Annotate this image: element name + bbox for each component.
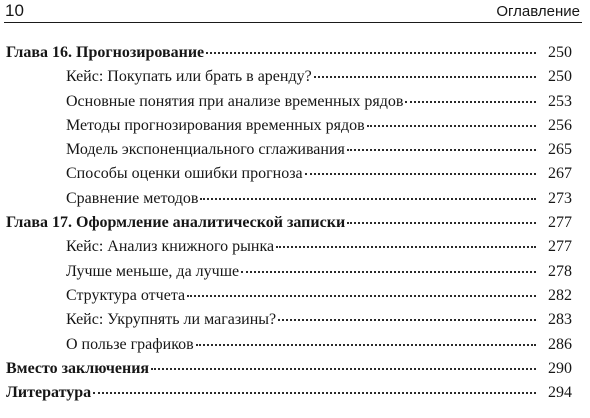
- toc-section-buy-or-rent[interactable]: [0, 68, 590, 92]
- dot-leader: [347, 149, 536, 151]
- toc-entry-page: 250: [548, 44, 572, 61]
- toc-entry-page: 267: [548, 165, 572, 183]
- toc-entry-page: 265: [548, 141, 572, 159]
- dot-leader: [347, 222, 536, 224]
- toc-entry-title: Лучше меньше, да лучше: [66, 262, 240, 280]
- toc-entry-title: Литература: [6, 384, 92, 402]
- toc-entry-title: Кейс: Покупать или брать в аренду?: [66, 68, 312, 86]
- toc-section-exponential-smoothing[interactable]: [0, 141, 590, 165]
- dot-leader: [200, 198, 536, 200]
- toc-entry-title: О пользе графиков: [66, 335, 194, 353]
- toc-chapter-16[interactable]: [0, 44, 590, 68]
- toc-entry-title: Сравнение методов: [66, 189, 199, 207]
- toc-entry-page: 290: [548, 359, 572, 377]
- toc-entry-title: Вместо заключения: [6, 359, 150, 377]
- header-rule: [4, 22, 582, 23]
- toc-entry-title: Глава 16. Прогнозирование: [6, 44, 205, 61]
- page-header: [0, 0, 590, 26]
- toc-entry-title: Структура отчета: [66, 286, 186, 304]
- toc-entry-title: Модель экспоненциального сглаживания: [66, 141, 345, 159]
- toc-entry-title: Методы прогнозирования временных рядов: [66, 116, 365, 134]
- toc-entry-page: 286: [548, 335, 572, 353]
- toc-section-less-is-better[interactable]: [0, 263, 590, 287]
- page-number: 10: [5, 1, 24, 20]
- toc-section-book-market[interactable]: [0, 238, 590, 262]
- dot-leader: [278, 319, 536, 321]
- toc-section-error-estimation[interactable]: [0, 165, 590, 189]
- running-title: Оглавление: [496, 3, 580, 20]
- toc-section-graphs-benefit[interactable]: [0, 336, 590, 360]
- toc-entry-page: 250: [548, 68, 572, 86]
- toc-entry-title: Основные понятия при анализе временных рядов: [66, 92, 404, 110]
- dot-leader: [305, 173, 536, 175]
- dot-leader: [241, 271, 536, 273]
- toc-entry-page: 282: [548, 286, 572, 304]
- toc-entry-page: 277: [548, 238, 572, 256]
- toc-entry-page: 294: [548, 384, 572, 402]
- toc-conclusion[interactable]: [0, 360, 590, 384]
- dot-leader: [276, 246, 536, 248]
- toc-entry-title: Глава 17. Оформление аналитической записки: [6, 214, 346, 232]
- toc-entry-page: 278: [548, 262, 572, 280]
- toc-section-time-series-concepts[interactable]: [0, 93, 590, 117]
- toc-entry-page: 273: [548, 189, 572, 207]
- toc-literature[interactable]: [0, 384, 590, 408]
- dot-leader: [314, 76, 536, 78]
- dot-leader: [93, 392, 536, 394]
- dot-leader: [196, 344, 536, 346]
- dot-leader: [206, 52, 536, 54]
- toc-entry-page: 283: [548, 311, 572, 329]
- table-of-contents: [0, 44, 590, 408]
- dot-leader: [187, 295, 536, 297]
- toc-entry-title: Кейс: Укрупнять ли магазины?: [66, 311, 277, 329]
- toc-section-enlarge-stores[interactable]: [0, 311, 590, 335]
- toc-section-forecasting-methods[interactable]: [0, 117, 590, 141]
- dot-leader: [405, 101, 536, 103]
- toc-entry-title: Способы оценки ошибки прогноза: [66, 165, 303, 183]
- toc-entry-page: 256: [548, 116, 572, 134]
- toc-section-method-comparison[interactable]: [0, 190, 590, 214]
- toc-section-report-structure[interactable]: [0, 287, 590, 311]
- toc-entry-page: 253: [548, 92, 572, 110]
- toc-chapter-17[interactable]: [0, 214, 590, 238]
- toc-entry-page: 277: [548, 214, 572, 232]
- toc-entry-title: Кейс: Анализ книжного рынка: [66, 238, 275, 256]
- dot-leader: [367, 125, 536, 127]
- dot-leader: [151, 368, 536, 370]
